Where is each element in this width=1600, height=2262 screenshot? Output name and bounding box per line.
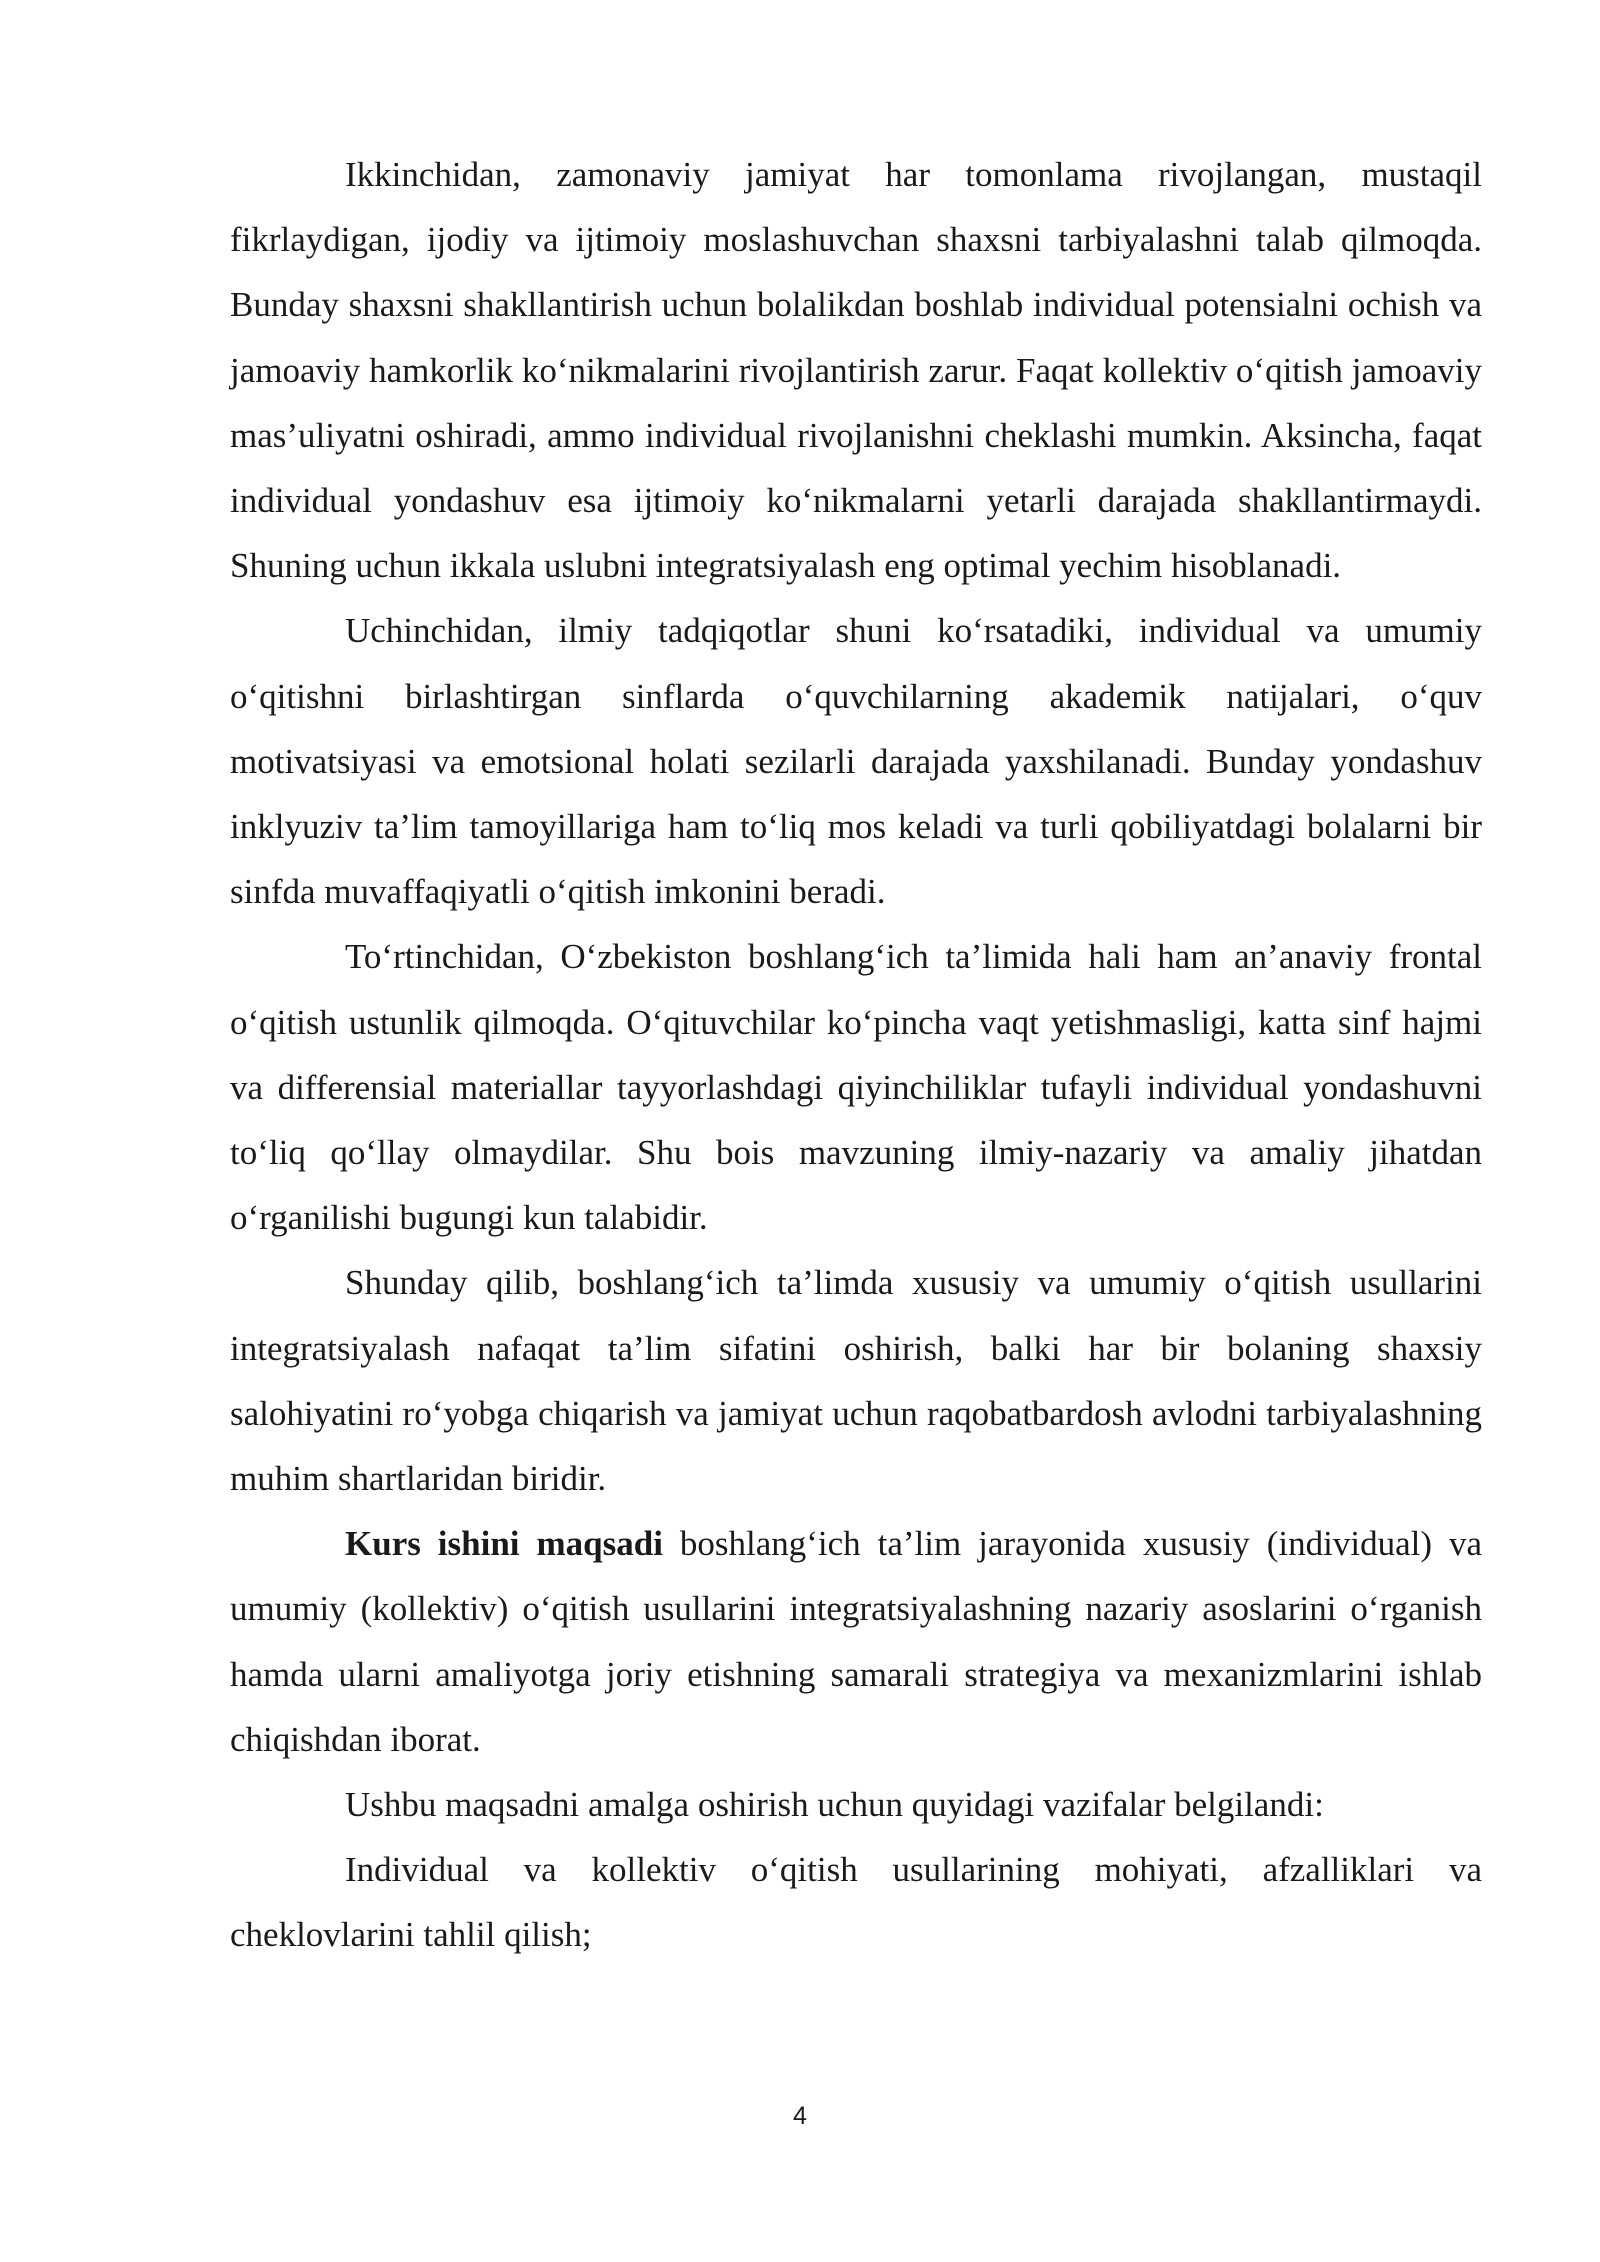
- paragraph-vazifalar-intro: Ushbu maqsadni amalga oshirish uchun quyidagi vazifalar belgilandi:: [345, 1785, 1324, 1825]
- kurs-maqsadi-heading: Kurs ishini maqsadi: [345, 1524, 663, 1564]
- paragraph-shunday-qilib: Shunday qilib, boshlang‘ich ta’limda xususiy va umumiy o‘qitish usullarini integratsiyalash nafaqat ta’lim sifatini oshirish, balki har bir bolaning shaxsiy salohiyatini ro‘yobga chiqarish va jamiyat uchun raqobatbardosh avlodni tarbiyalashning muhim shartlaridan biridir.: [230, 1263, 1482, 1499]
- document-body: [230, 142, 1482, 1968]
- paragraph-vazifa-1: Individual va kollektiv o‘qitish usullarining mohiyati, afzalliklari va cheklovlarini tahlil qilish;: [230, 1850, 1482, 1955]
- page-number: 4: [793, 2102, 807, 2130]
- paragraph-tortinchidan: To‘rtinchidan, O‘zbekiston boshlang‘ich ta’limida hali ham an’anaviy frontal o‘qitish ustunlik qilmoqda. O‘qituvchilar ko‘pincha vaqt yetishmasligi, katta sinf hajmi va differensial materiallar tayyorlashdagi qiyinchiliklar tufayli individual yondashuvni to‘liq qo‘llay olmaydilar. Shu bois mavzuning ilmiy-nazariy va amaliy jihatdan o‘rganilishi bugungi kun talabidir.: [230, 937, 1482, 1238]
- paragraph-uchinchidan: Uchinchidan, ilmiy tadqiqotlar shuni ko‘rsatadiki, individual va umumiy o‘qitishni birlashtirgan sinflarda o‘quvchilarning akademik natijalari, o‘quv motivatsiyasi va emotsional holati sezilarli darajada yaxshilanadi. Bunday yondashuv inklyuziv ta’lim tamoyillariga ham to‘liq mos keladi va turli qobiliyatdagi bolalarni bir sinfda muvaffaqiyatli o‘qitish imkonini beradi.: [230, 611, 1482, 912]
- kurs-maqsadi-text: boshlang‘ich ta’lim jarayonida xususiy (individual) va umumiy (kollektiv) o‘qitish usullarini integratsiyalashning nazariy asoslarini o‘rganish hamda ularni amaliyotga joriy etishning samarali strategiya va mexanizmlarini ishlab chiqishdan iborat.: [230, 1524, 1482, 1759]
- paragraph-kurs-maqsadi: [230, 1511, 1482, 1772]
- paragraph-ikkinchidan: Ikkinchidan, zamonaviy jamiyat har tomonlama rivojlangan, mustaqil fikrlaydigan, ijodiy va ijtimoiy moslashuvchan shaxsni tarbiyalashni talab qilmoqda. Bunday shaxsni shakllantirish uchun bolalikdan boshlab individual potensialni ochish va jamoaviy hamkorlik ko‘nikmalarini rivojlantirish zarur. Faqat kollektiv o‘qitish jamoaviy mas’uliyatni oshiradi, ammo individual rivojlanishni cheklashi mumkin. Aksincha, faqat individual yondashuv esa ijtimoiy ko‘nikmalarni yetarli darajada shakllantirmaydi. Shuning uchun ikkala uslubni integratsiyalash eng optimal yechim hisoblanadi.: [230, 155, 1482, 586]
